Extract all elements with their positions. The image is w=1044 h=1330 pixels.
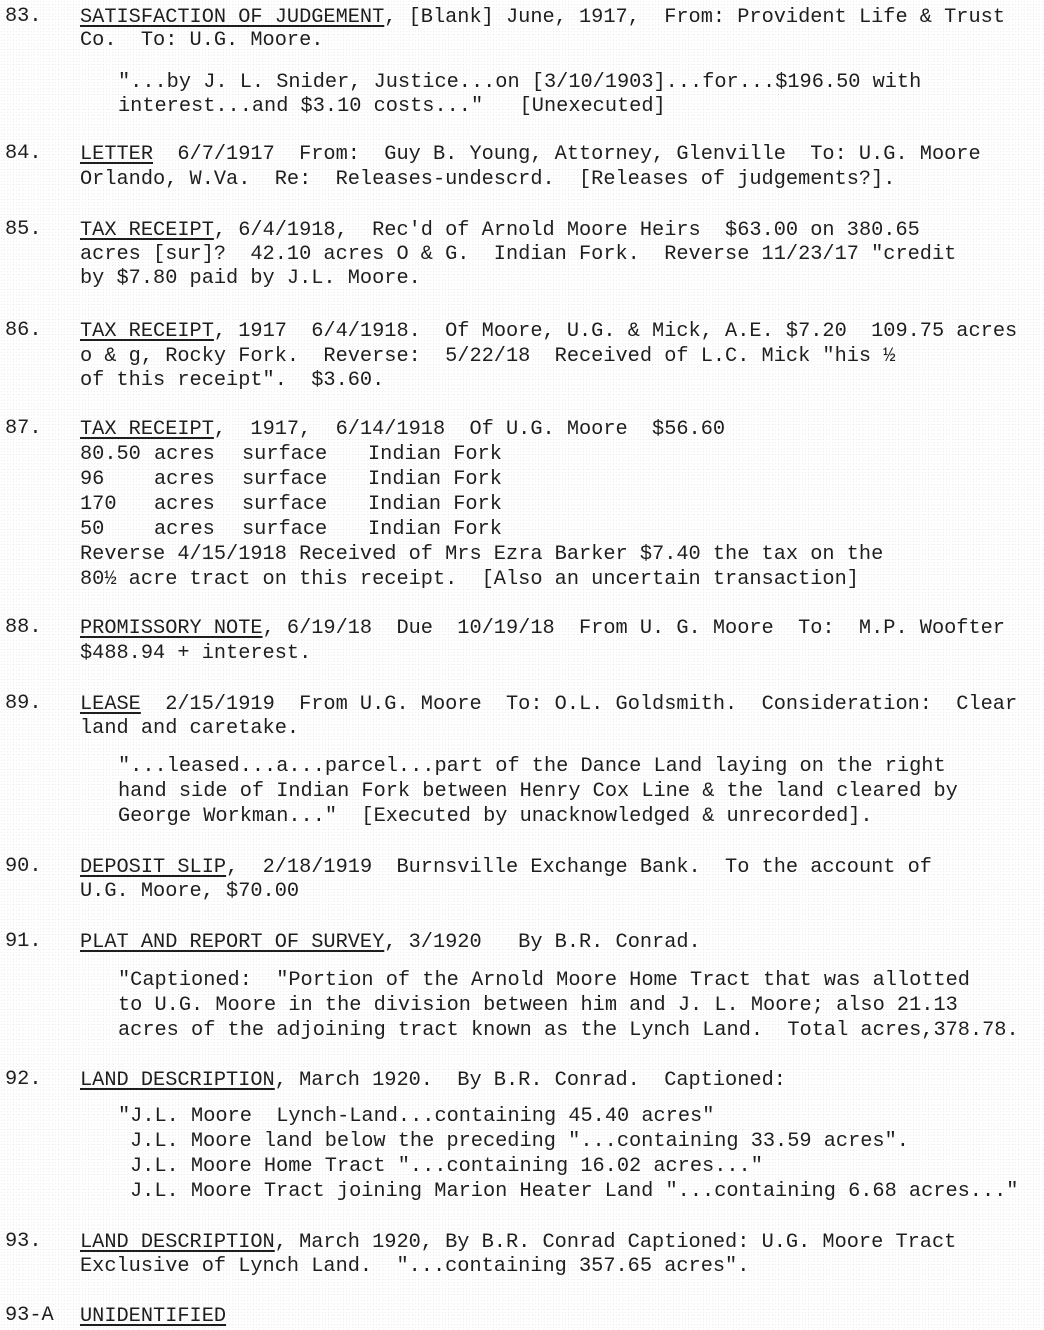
tract-row <box>80 467 502 492</box>
entry-number: 86. <box>5 319 42 342</box>
tract-type: surface <box>242 518 328 541</box>
entry-number: 93. <box>5 1230 42 1253</box>
tract-acres: 170 <box>80 493 117 516</box>
tract-row <box>80 517 502 542</box>
tract-unit: acres <box>154 443 215 466</box>
tract-type: surface <box>242 468 328 491</box>
entry-title: LETTER <box>80 143 154 166</box>
tract-location: Indian Fork <box>368 443 502 466</box>
entry-text: 6/7/1917 From: Guy B. Young, Attorney, Glenville To: U.G. Moore <box>153 143 981 166</box>
entry-title: TAX RECEIPT <box>80 219 214 242</box>
entry-text: , 6/4/1918, Rec'd of Arnold Moore Heirs $63.00 on 380.65 <box>213 219 920 242</box>
entry-text: , 3/1920 By B.R. Conrad. <box>384 931 701 954</box>
entry-title: DEPOSIT SLIP <box>80 856 227 879</box>
entry-line: 80½ acre tract on this receipt. [Also an uncertain transaction] <box>80 568 859 591</box>
tract-unit: acres <box>154 468 215 491</box>
quote-line: acres of the adjoining tract known as the Lynch Land. Total acres,378.78. <box>118 1019 1019 1042</box>
entry-text: , 1917, 6/14/1918 Of U.G. Moore $56.60 <box>213 418 726 441</box>
tract-unit: acres <box>154 493 215 516</box>
entry-number: 87. <box>5 417 42 440</box>
entry-line <box>80 417 725 442</box>
entry-number: 88. <box>5 616 42 639</box>
quote-line: J.L. Moore Tract joining Marion Heater Land "...containing 6.68 acres..." <box>130 1180 1019 1203</box>
entry-line: o & g, Rocky Fork. Reverse: 5/22/18 Received of L.C. Mick "his ½ <box>80 345 896 368</box>
quote-line: "...leased...a...parcel...part of the Dance Land laying on the right <box>118 755 946 778</box>
entry-number: 92. <box>5 1068 42 1091</box>
entry-line <box>80 218 920 243</box>
tract-location: Indian Fork <box>368 493 502 516</box>
entry-title: LEASE <box>80 693 141 716</box>
quote-line: hand side of Indian Fork between Henry Cox Line & the land cleared by <box>118 780 958 803</box>
entry-line: Exclusive of Lynch Land. "...containing 357.65 acres". <box>80 1255 750 1278</box>
entry-text: , 6/19/18 Due 10/19/18 From U. G. Moore To: M.P. Woofter <box>262 617 1005 640</box>
entry-line: of this receipt". $3.60. <box>80 369 385 392</box>
entry-text: , 2/18/1919 Burnsville Exchange Bank. To the account of <box>226 856 932 879</box>
entry-line <box>80 855 932 880</box>
tract-type: surface <box>242 493 328 516</box>
entry-line <box>80 616 1005 641</box>
tract-location: Indian Fork <box>368 518 502 541</box>
entry-number: 89. <box>5 692 42 715</box>
tract-acres: 50 <box>80 518 105 541</box>
entry-line <box>80 5 1005 30</box>
entry-line: Co. To: U.G. Moore. <box>80 29 324 52</box>
quote-line: "Captioned: "Portion of the Arnold Moore Home Tract that was allotted <box>118 969 970 992</box>
entry-line: Reverse 4/15/1918 Received of Mrs Ezra Barker $7.40 the tax on the <box>80 543 884 566</box>
entry-title: PROMISSORY NOTE <box>80 617 263 640</box>
quote-line: "J.L. Moore Lynch-Land...containing 45.40 acres" <box>118 1105 715 1128</box>
quote-line: J.L. Moore Home Tract "...containing 16.02 acres..." <box>130 1155 763 1178</box>
quote-line: to U.G. Moore in the division between him and J. L. Moore; also 21.13 <box>118 994 958 1017</box>
entry-line <box>80 319 1017 344</box>
entry-line <box>80 142 981 167</box>
tract-row <box>80 492 502 517</box>
quote-line: "...by J. L. Snider, Justice...on [3/10/1903]...for...$196.50 with <box>118 71 922 94</box>
entry-line <box>80 1304 226 1329</box>
entry-title: LAND DESCRIPTION <box>80 1231 275 1254</box>
tract-location: Indian Fork <box>368 468 502 491</box>
entry-number: 93-A <box>5 1304 54 1327</box>
entry-line: $488.94 + interest. <box>80 642 312 665</box>
entry-text: 2/15/1919 From U.G. Moore To: O.L. Goldsmith. Consideration: Clear <box>140 693 1018 716</box>
tract-row <box>80 442 502 467</box>
entry-line <box>80 1230 956 1255</box>
entry-title: TAX RECEIPT <box>80 418 214 441</box>
tract-type: surface <box>242 443 328 466</box>
entry-line: acres [sur]? 42.10 acres O & G. Indian Fork. Reverse 11/23/17 "credit <box>80 243 957 266</box>
entry-line <box>80 1068 786 1093</box>
entry-line: by $7.80 paid by J.L. Moore. <box>80 267 421 290</box>
entry-title: LAND DESCRIPTION <box>80 1069 275 1092</box>
entry-text: , 1917 6/4/1918. Of Moore, U.G. & Mick, A.E. $7.20 109.75 acres <box>213 320 1018 343</box>
entry-title: PLAT AND REPORT OF SURVEY <box>80 931 385 954</box>
entry-number: 91. <box>5 930 42 953</box>
tract-acres: 96 <box>80 468 105 491</box>
entry-title: SATISFACTION OF JUDGEMENT <box>80 6 385 29</box>
entry-text: , [Blank] June, 1917, From: Provident Life & Trust <box>384 6 1005 29</box>
entry-number: 85. <box>5 218 42 241</box>
quote-line: J.L. Moore land below the preceding "...containing 33.59 acres". <box>130 1130 909 1153</box>
entry-title: TAX RECEIPT <box>80 320 214 343</box>
entry-text: , March 1920, By B.R. Conrad Captioned: U.G. Moore Tract <box>274 1231 957 1254</box>
entry-number: 83. <box>5 5 42 28</box>
entry-number: 90. <box>5 855 42 878</box>
entry-number: 84. <box>5 142 42 165</box>
entry-line: land and caretake. <box>80 717 300 740</box>
entry-line: Orlando, W.Va. Re: Releases-undescrd. [Releases of judgements?]. <box>80 168 896 191</box>
entry-line: U.G. Moore, $70.00 <box>80 880 300 903</box>
entry-text: , March 1920. By B.R. Conrad. Captioned: <box>274 1069 786 1092</box>
tract-acres: 80.50 <box>80 443 141 466</box>
quote-line: George Workman..." [Executed by unacknowledged & unrecorded]. <box>118 805 873 828</box>
quote-line: interest...and $3.10 costs..." [Unexecuted] <box>118 95 666 118</box>
entry-line <box>80 930 701 955</box>
entry-title: UNIDENTIFIED <box>80 1305 227 1328</box>
entry-line <box>80 692 1017 717</box>
tract-unit: acres <box>154 518 215 541</box>
